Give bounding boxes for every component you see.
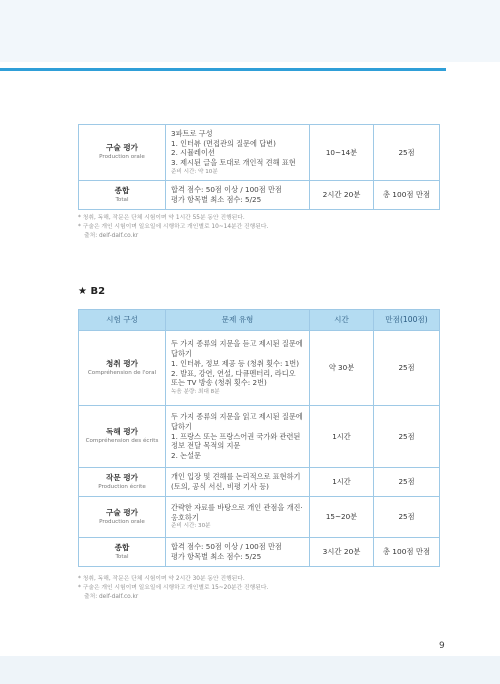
question-type (166, 181, 310, 210)
question-type (166, 331, 310, 406)
section-name-ko: 구술 평가 (106, 143, 138, 153)
duration: 1시간 (310, 468, 374, 497)
footnotes (78, 575, 268, 602)
section-name (79, 181, 166, 210)
type-line: 2. 논설문 (171, 451, 201, 461)
type-line: 3. 제시된 글을 토대로 개인적 견해 표현 (171, 157, 296, 167)
question-type (166, 125, 310, 181)
question-type (166, 497, 310, 538)
section-name-ko: 작문 평가 (106, 472, 138, 482)
duration: 2시간 20분 (310, 181, 374, 210)
section-name-ko: 구술 평가 (106, 507, 138, 517)
section-name (79, 125, 166, 181)
type-line: 2. 발표, 강연, 연설, 다큐멘터리, 라디오 또는 TV 방송 (청취 횟수: 2번) (171, 368, 296, 388)
footnote: * 청취, 독해, 작문은 단체 시험이며 약 1시간 55분 동안 진행된다. (78, 215, 245, 221)
type-line: 평가 항목별 최소 점수: 5/25 (171, 552, 262, 561)
type-line: 두 가지 종류의 지문을 듣고 제시된 질문에 답하기 (171, 339, 303, 359)
section-name (79, 538, 166, 567)
table-row (79, 125, 440, 181)
section-name-fr: Compréhension des écrits (85, 438, 159, 445)
table-row (79, 468, 440, 497)
section-name-ko: 종합 (114, 185, 130, 195)
type-line: 1. 인터뷰 (면접관의 질문에 답변) (171, 138, 276, 148)
source-note: 출처: delf-dalf.co.kr (84, 232, 139, 239)
section-name-fr: Total (115, 553, 129, 560)
duration: 1시간 (310, 406, 374, 468)
column-header: 시간 (310, 310, 374, 331)
type-line: 합격 점수: 50점 이상 / 100점 만점 (171, 185, 282, 195)
column-header: 만점(100점) (374, 310, 440, 331)
table-row (79, 406, 440, 468)
footnote: * 구술은 개인 시험이며 일요일에 시행하고 개인별로 15~20분간 진행된다. (78, 584, 269, 591)
type-line: 두 가지 종류의 지문을 읽고 제시된 질문에 답하기 (171, 412, 303, 431)
type-line: 개인 입장 및 견해를 논리적으로 표현하기 (171, 472, 301, 482)
type-line: (토의, 공식 서신, 비평 기사 등) (171, 482, 269, 491)
section-name (79, 468, 166, 497)
section-name-fr: Compréhension de l'oral (87, 369, 157, 376)
max-score: 25점 (374, 125, 440, 181)
section-name-fr: Production orale (99, 518, 145, 525)
duration: 15~20분 (310, 497, 374, 538)
section-name-fr: Total (115, 196, 129, 203)
type-line: 1. 인터뷰, 정보 제공 등 (청취 횟수: 1번) (171, 358, 299, 368)
top-band (0, 0, 500, 62)
column-header: 문제 유형 (166, 310, 310, 331)
page-number: 9 (439, 641, 445, 651)
section-name (79, 497, 166, 538)
prep-time: 준비 시간: 약 10분 (171, 168, 218, 175)
section-name (79, 406, 166, 468)
column-header: 시험 구성 (79, 310, 166, 331)
exam-table-b2 (78, 309, 440, 567)
exam-table-b1-continued (78, 124, 440, 210)
section-name-fr: Production écrite (98, 483, 146, 490)
bottom-band (0, 656, 500, 684)
question-type (166, 468, 310, 497)
footnote: * 청취, 독해, 작문은 단체 시험이며 약 2시간 30분 동안 진행된다. (78, 576, 245, 582)
type-line: 3파트로 구성 (171, 128, 213, 138)
section-name-fr: Production orale (99, 154, 145, 161)
section-name-ko: 종합 (114, 542, 130, 552)
section-name-ko: 청취 평가 (106, 358, 138, 368)
question-type (166, 538, 310, 567)
type-line: 간략한 자료를 바탕으로 개인 관점을 개진·옹호하기 (171, 503, 303, 522)
footnote: * 구술은 개인 시험이며 일요일에 시행하고 개인별로 10~14분간 진행된다. (78, 223, 269, 230)
table-row-total (79, 181, 440, 210)
duration: 3시간 20분 (310, 538, 374, 567)
footnotes (78, 214, 268, 241)
section-name (79, 331, 166, 406)
section-heading-b2: ★ B2 (78, 286, 106, 297)
table-row-total (79, 538, 440, 567)
max-score: 총 100점 만점 (374, 181, 440, 210)
table-row (79, 331, 440, 406)
type-line: 합격 점수: 50점 이상 / 100점 만점 (171, 542, 282, 552)
max-score: 25점 (374, 406, 440, 468)
type-line: 평가 항목별 최소 점수: 5/25 (171, 195, 262, 204)
question-type (166, 406, 310, 468)
max-score: 25점 (374, 468, 440, 497)
table-header-row (79, 310, 440, 331)
max-score: 총 100점 만점 (374, 538, 440, 567)
source-note: 출처: delf-dalf.co.kr (84, 593, 139, 600)
header-rule (0, 68, 446, 71)
duration: 약 30분 (310, 331, 374, 406)
section-name-ko: 독해 평가 (106, 427, 138, 437)
type-line: 2. 시뮬레이션 (171, 148, 215, 158)
max-score: 25점 (374, 331, 440, 406)
duration: 10~14분 (310, 125, 374, 181)
type-line: 1. 프랑스 또는 프랑스어권 국가와 관련된 정보 전달 목적의 지문 (171, 431, 301, 451)
recording-length: 녹음 분량: 최대 8분 (171, 389, 220, 396)
prep-time: 준비 시간: 30분 (171, 523, 211, 530)
table-row (79, 497, 440, 538)
max-score: 25점 (374, 497, 440, 538)
